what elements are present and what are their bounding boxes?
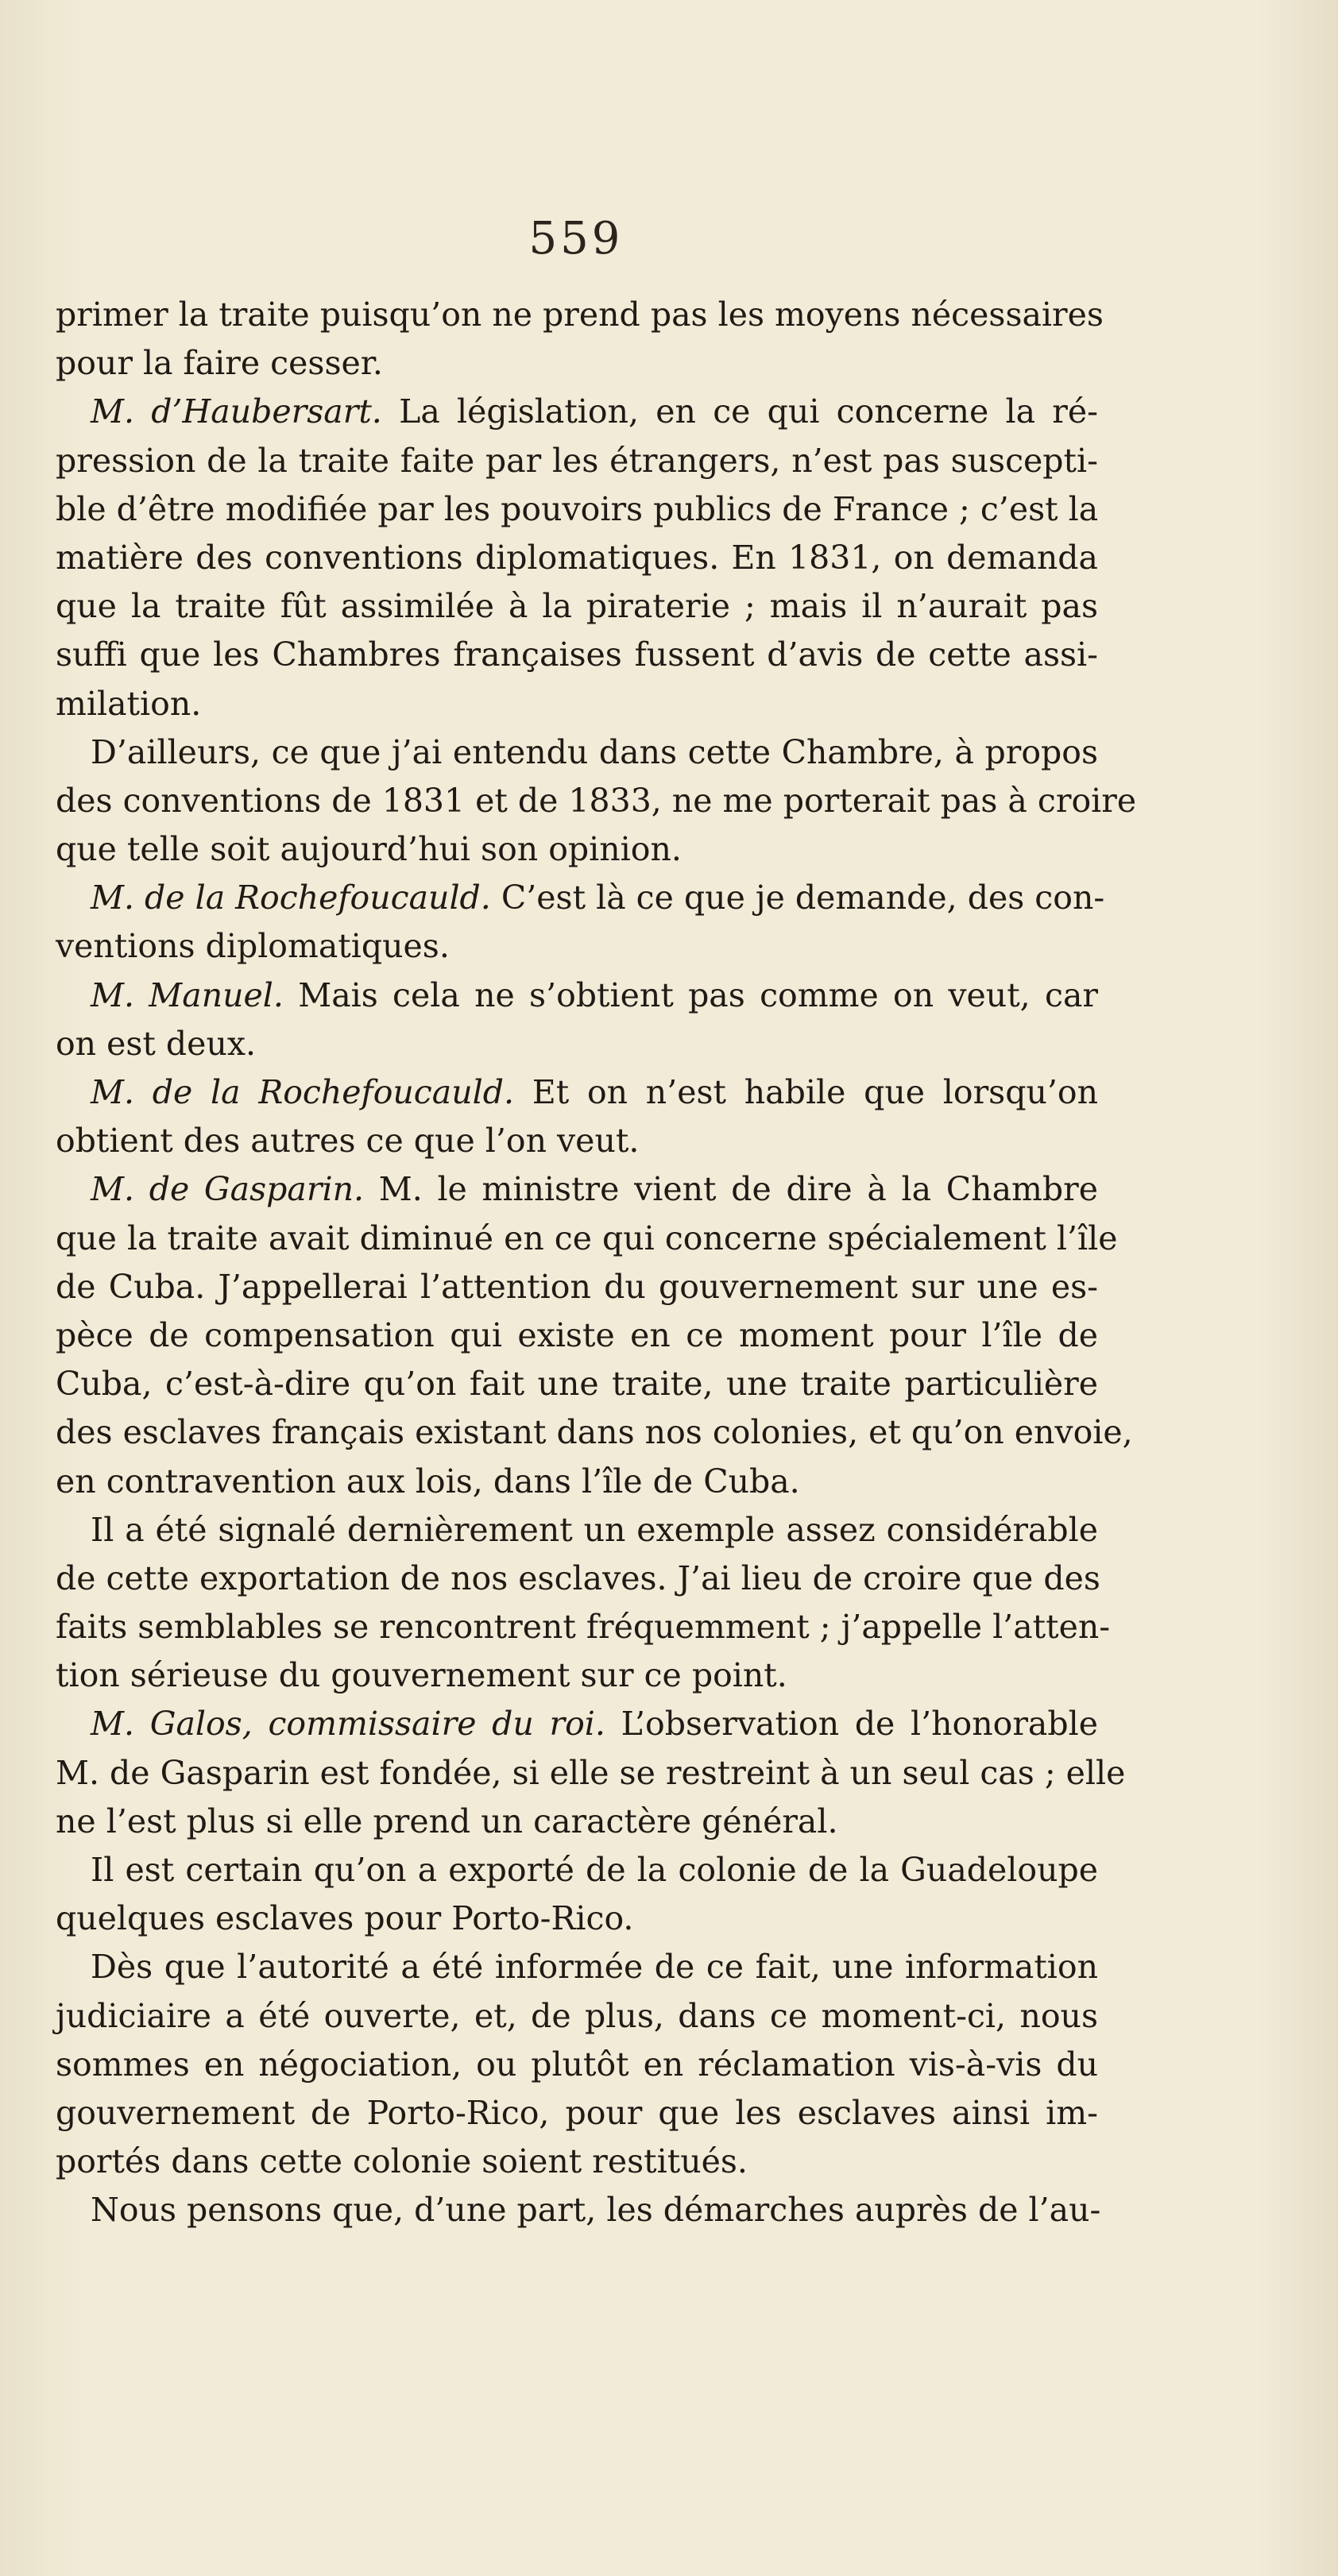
text-line [56,1943,1098,1991]
text-line [56,1020,1098,1068]
line-text: D’ailleurs, ce que j’ai entendu dans cette Chambre, à propos [91,732,1098,771]
line-text: judiciaire a été ouverte, et, de plus, dans ce moment-ci, nous [56,1996,1098,2035]
line-text: Nous pensons que, d’une part, les démarches auprès de l’au- [91,2191,1101,2230]
line-text: pression de la traite faite par les étrangers, n’est pas suscepti- [56,441,1098,480]
text-line [56,388,1098,436]
line-text: pour la faire cesser. [56,344,383,383]
text-line [56,825,1098,874]
line-text: matière des conventions diplomatiques. En 1831, on demanda [56,538,1098,577]
text-line [56,1554,1098,1603]
line-text: C’est là ce que je demande, des con- [490,879,1105,917]
line-text: M. de Gasparin est fondée, si elle se restreint à un seul cas ; elle [56,1753,1126,1792]
text-line [56,1603,1111,1651]
text-line [56,680,1098,728]
text-line [56,1117,1098,1165]
line-text: portés dans cette colonie soient restitués. [56,2142,748,2181]
line-text: milation. [56,684,202,723]
line-text: ne l’est plus si elle prend un caractère général. [56,1802,838,1840]
text-line [56,1165,1098,1214]
line-text: L’observation de l’honorable [605,1705,1098,1744]
line-text: gouvernement de Porto-Rico, pour que les esclaves ainsi im- [56,2093,1098,2132]
text-line [56,1992,1098,2041]
speaker-name: M. d’Haubersart. [91,392,382,431]
line-text: Il a été signalé dernièrement un exemple assez considérable [91,1510,1098,1549]
text-line [56,777,1137,825]
speaker-name: M. Manuel. [91,975,284,1014]
speaker-name: M. Galos, commissaire du roi. [91,1705,605,1744]
speaker-name: M. de la Rochefoucauld. [91,879,491,917]
text-line [56,1651,1098,1700]
line-text: on est deux. [56,1024,257,1063]
text-line [56,1749,1126,1798]
text-line [56,1408,1133,1457]
line-text: ventions diplomatiques. [56,927,450,966]
text-line [56,1068,1098,1117]
text-line [56,2186,1101,2234]
text-line [56,1700,1098,1748]
line-text: La législation, en ce qui concerne la ré- [381,392,1098,431]
text-line [56,1798,1098,1846]
line-text: de Cuba. J’appellerai l’attention du gouvernement sur une es- [56,1267,1098,1306]
text-line [56,339,1098,388]
line-text: que la traite fût assimilée à la piraterie ; mais il n’aurait pas [56,587,1098,626]
text-line [56,1506,1098,1554]
text-line [56,1360,1098,1408]
line-text: suffi que les Chambres françaises fussent d’avis de cette assi- [56,635,1098,674]
text-line [56,874,1105,922]
line-text: primer la traite puisqu’on ne prend pas les moyens nécessaires [56,295,1104,334]
text-line [56,2041,1098,2089]
line-text: obtient des autres ce que l’on veut. [56,1122,640,1161]
text-line [56,534,1098,582]
text-line [56,1311,1098,1360]
text-line [56,1263,1098,1311]
text-line [56,728,1098,777]
text-line [56,1894,1098,1943]
page-number: 559 [528,213,624,265]
text-line [56,582,1098,631]
text-line [56,485,1098,534]
line-text: Cuba, c’est-à-dire qu’on fait une traite, une traite particulière [56,1365,1098,1404]
line-text: en contravention aux lois, dans l’île de Cuba. [56,1462,800,1500]
line-text: Dès que l’autorité a été informée de ce fait, une information [91,1948,1098,1987]
text-line [56,2138,1098,2186]
text-line [56,922,1098,971]
line-text: des conventions de 1831 et de 1833, ne me porterait pas à croire [56,781,1137,820]
text-line [56,1458,1098,1506]
line-text: sommes en négociation, ou plutôt en réclamation vis-à-vis du [56,2045,1098,2084]
line-text: que telle soit aujourd’hui son opinion. [56,830,682,869]
line-text: Et on n’est habile que lorsqu’on [514,1073,1098,1111]
line-text: Il est certain qu’on a exporté de la colonie de la Guadeloupe [91,1851,1098,1889]
speaker-name: M. de Gasparin. [91,1170,365,1209]
text-line [56,631,1098,679]
line-text: M. le ministre vient de dire à la Chambre [364,1170,1098,1209]
text-line [56,291,1104,339]
text-line [56,971,1098,1020]
text-body [56,291,1137,2235]
line-text: que la traite avait diminué en ce qui concerne spécialement l’île [56,1218,1118,1257]
text-line [56,2089,1098,2138]
line-text: faits semblables se rencontrent fréquemment ; j’appelle l’atten- [56,1608,1111,1647]
line-text: Mais cela ne s’obtient pas comme on veut, car [283,975,1098,1014]
line-text: de cette exportation de nos esclaves. J’ai lieu de croire que des [56,1558,1100,1597]
line-text: des esclaves français existant dans nos colonies, et qu’on envoie, [56,1413,1133,1452]
line-text: quelques esclaves pour Porto-Rico. [56,1899,634,1938]
text-line [56,437,1098,485]
line-text: tion sérieuse du gouvernement sur ce point. [56,1656,787,1695]
text-line [56,1215,1118,1263]
line-text: pèce de compensation qui existe en ce moment pour l’île de [56,1315,1098,1354]
text-line [56,1846,1098,1894]
line-text: ble d’être modifiée par les pouvoirs publics de France ; c’est la [56,489,1099,528]
speaker-name: M. de la Rochefoucauld. [91,1073,515,1111]
